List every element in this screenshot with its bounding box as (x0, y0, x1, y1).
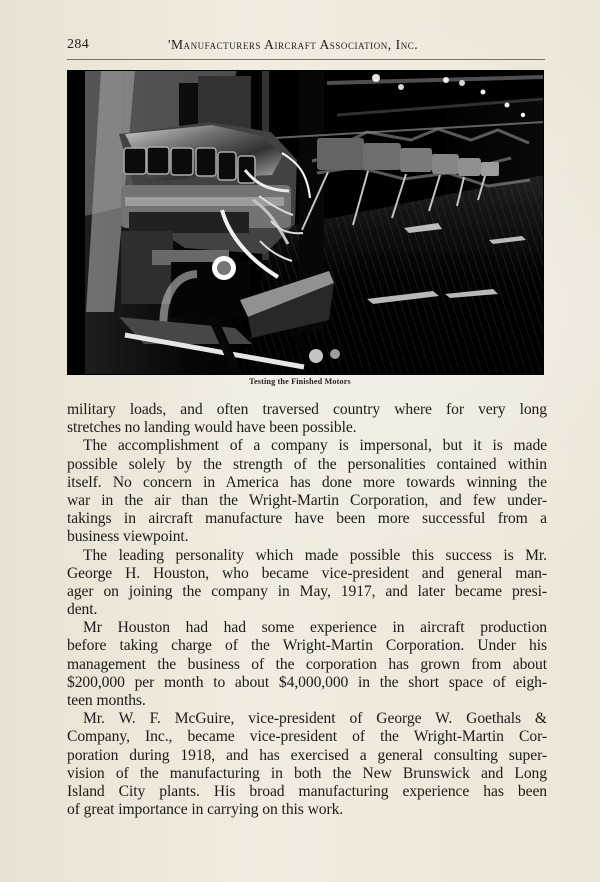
photo-caption: Testing the Finished Motors (249, 377, 351, 386)
factory-photograph (67, 70, 544, 375)
text-line: The accomplishment of a company is impersonal, but it is made (83, 437, 547, 455)
text-line: itself. No concern in America has done more towards winning the (67, 473, 547, 491)
text-line: $200,000 per month to about $4,000,000 in the short space of eigh- (67, 673, 547, 691)
text-line: stretches no landing would have been possible. (67, 419, 357, 437)
text-line: takings in aircraft manufacture have been more successful from a (67, 510, 547, 528)
text-line: Company, Inc., became vice-president of the Wright-Martin Cor- (67, 728, 547, 746)
text-line: poration during 1918, and has exercised a general consulting super- (67, 746, 547, 764)
text-line: Island City plants. His broad manufacturing experience has been (67, 782, 547, 800)
text-line: ager on joining the company in May, 1917, and later became presi- (67, 582, 547, 600)
text-line: George H. Houston, who became vice-president and general man- (67, 564, 547, 582)
text-line: business viewpoint. (67, 528, 189, 546)
text-line: The leading personality which made possible this success is Mr. (83, 546, 547, 564)
page-number: 284 (67, 37, 90, 52)
body-text (67, 401, 547, 819)
text-line: management the business of the corporation has grown from about (67, 655, 547, 673)
text-line: Mr. W. F. McGuire, vice-president of George W. Goethals & (83, 710, 547, 728)
text-line: possible solely by the strength of the personalities contained within (67, 455, 547, 473)
running-title: 'Manufacturers Aircraft Association, Inc. (168, 37, 419, 52)
text-line: war in the air than the Wright-Martin Corporation, and few under- (67, 491, 547, 509)
text-line: teen months. (67, 692, 146, 709)
text-line: before taking charge of the Wright-Martin Corporation. Under his (67, 637, 547, 655)
text-line: military loads, and often traversed country where for very long (67, 401, 547, 418)
page-header (67, 30, 545, 60)
engine-testing-floor-photo (67, 70, 544, 375)
text-line: Mr Houston had had some experience in aircraft production (83, 619, 547, 637)
text-line: of great importance in carrying on this work. (67, 801, 344, 819)
text-line: vision of the manufacturing in both the New Brunswick and Long (67, 764, 547, 782)
text-line: dent. (67, 601, 98, 619)
